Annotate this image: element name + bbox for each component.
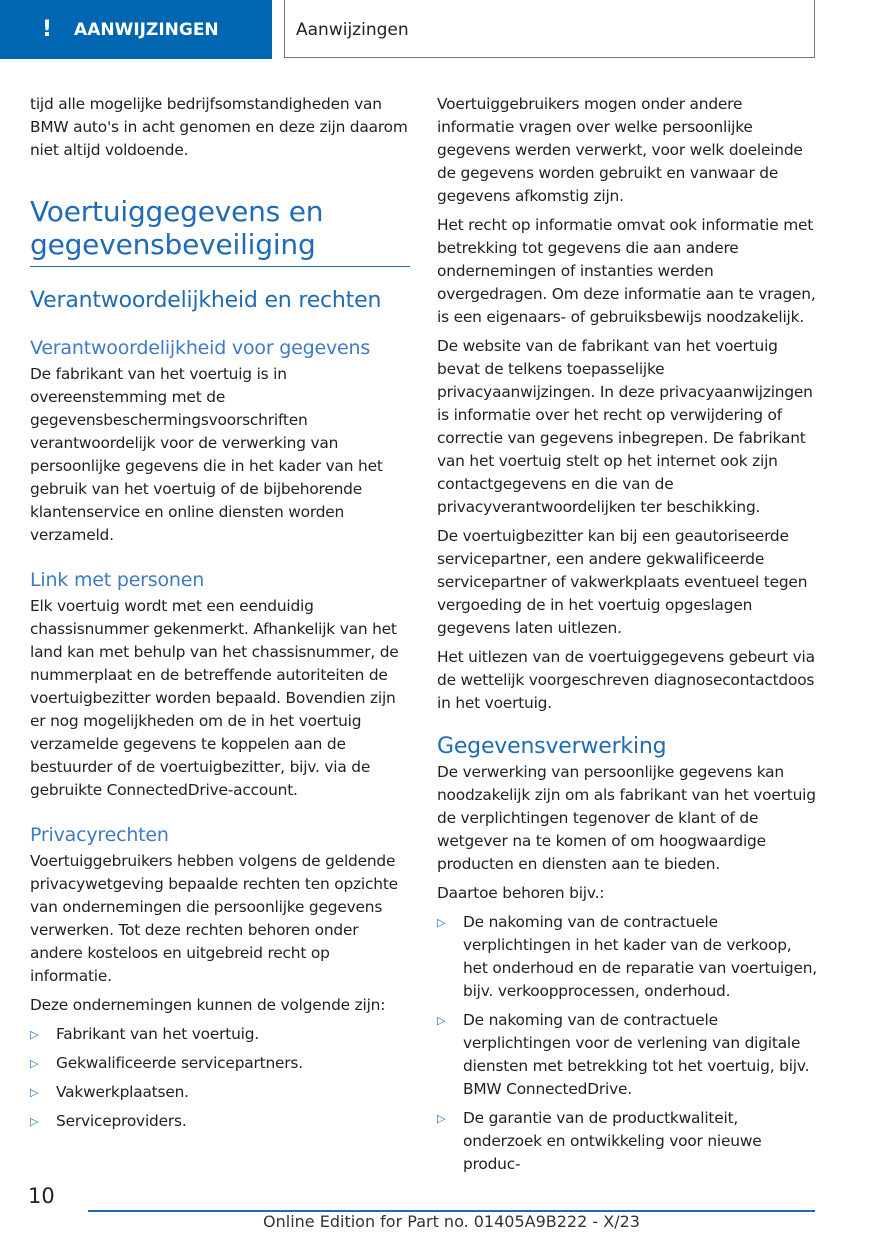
triangle-bullet-icon: ▷ xyxy=(437,916,446,929)
paragraph: De verwerking van persoonlijke gegevens kan noodzakelijk zijn om als fabrikant van het voertuig de verplichtingen tegenover de klant of de wetgever na te komen of om hoogwaardige producten en diensten aan te bieden. xyxy=(437,763,816,873)
section-tab-label: AANWIJZINGEN xyxy=(74,19,219,40)
paragraph: De voertuigbezitter kan bij een geautoriseerde servicepartner, een andere gekwalificeerde servicepartner of vakwerkplaats eventueel tegen vergoeding de in het voertuig opgeslagen gegevens laten uitlezen. xyxy=(437,527,808,637)
list-item: ▷ Fabrikant van het voertuig. xyxy=(30,1023,410,1046)
paragraph: De fabrikant van het voertuig is in overeenstemming met de gegevensbeschermingsvoorschriften verantwoordelijk voor de verwerking van persoonlijke gegevens die in het kader van het gebruik van het voertuig of de bijbehorende klantenservice en online diensten worden verzameld. xyxy=(30,365,383,544)
main-heading: Voertuiggegevens en gegevensbeveiliging xyxy=(30,195,410,267)
section-heading: Verantwoordelijkheid voor gegevens xyxy=(30,337,371,359)
section-heading: Link met personen xyxy=(30,569,205,591)
right-column xyxy=(437,93,817,1182)
triangle-bullet-icon: ▷ xyxy=(30,1057,39,1070)
edition-footer: Online Edition for Part no. 01405A9B222 - X/23 xyxy=(263,1212,640,1231)
paragraph: Deze ondernemingen kunnen de volgende zijn: xyxy=(30,996,386,1014)
paragraph: De website van de fabrikant van het voertuig bevat de telkens toepasselijke privacyaanwijzingen. In deze privacyaanwijzingen is informatie over het recht op verwijdering of correctie van gegevens inbegrepen. De fabrikant van het voertuig stelt op het internet ook zijn contactgegevens en die van de privacyverantwoordelijken ter beschikking. xyxy=(437,337,813,516)
list-item: ▷ Serviceproviders. xyxy=(30,1110,410,1133)
paragraph: Het uitlezen van de voertuiggegevens gebeurt via de wettelijk voorgeschreven diagnosecontactdoos in het voertuig. xyxy=(437,648,815,712)
paragraph: Elk voertuig wordt met een eenduidig chassisnummer gekenmerkt. Afhankelijk van het land kan met behulp van het chassisnummer, de nummerplaat en de betreffende autoriteiten de voertuigbezitter worden bepaald. Bovendien zijn er nog mogelijkheden om de in het voertuig verzamelde gegevens te koppelen aan de bestuurder of de voertuigbezitter, bijv. via de gebruikte ConnectedDrive-account. xyxy=(30,597,399,799)
triangle-bullet-icon: ▷ xyxy=(437,1112,446,1125)
paragraph: Voertuiggebruikers hebben volgens de geldende privacywetgeving bepaalde rechten ten opzichte van ondernemingen die persoonlijke gegevens verwerken. Tot deze rechten behoren onder andere kosteloos en uitgebreid recht op informatie. xyxy=(30,852,398,985)
list-item: ▷ De nakoming van de contractuele verplichtingen in het kader van de verkoop, het onderhoud en de reparatie van voertuigen, bijv. verkoopprocessen, onderhoud. xyxy=(437,913,817,1000)
page-number: 10 xyxy=(28,1184,55,1208)
bullet-list xyxy=(437,911,817,1176)
section-heading: Privacyrechten xyxy=(30,824,169,846)
subheading: Verantwoordelijkheid en rechten xyxy=(30,288,382,313)
bullet-list xyxy=(30,1023,410,1133)
intro-paragraph: tijd alle mogelijke bedrijfsomstandigheden van BMW auto's in acht genomen en deze zijn daarom niet altijd voldoende. xyxy=(30,95,408,159)
section-tab xyxy=(0,0,272,59)
list-item: ▷ De nakoming van de contractuele verplichtingen voor de verlening van digitale diensten met betrekking tot het voertuig, bijv. BMW ConnectedDrive. xyxy=(437,1011,810,1098)
paragraph: Het recht op informatie omvat ook informatie met betrekking tot gegevens die aan andere ondernemingen of instanties werden overgedragen. Om deze informatie aan te vragen, is een eigenaars- of gebruiksbewijs noodzakelijk. xyxy=(437,216,816,326)
chapter-title: Aanwijzingen xyxy=(284,0,815,58)
left-column xyxy=(30,93,410,1139)
triangle-bullet-icon: ▷ xyxy=(437,1014,446,1027)
list-item: ▷ Gekwalificeerde servicepartners. xyxy=(30,1052,410,1075)
paragraph: Daartoe behoren bijv.: xyxy=(437,884,605,902)
triangle-bullet-icon: ▷ xyxy=(30,1028,39,1041)
list-item: ▷ De garantie van de productkwaliteit, onderzoek en ontwikkeling voor nieuwe produc- xyxy=(437,1109,762,1173)
list-item: ▷ Vakwerkplaatsen. xyxy=(30,1081,410,1104)
paragraph: Voertuiggebruikers mogen onder andere informatie vragen over welke persoonlijke gegevens werden verwerkt, voor welk doeleinde de gegevens worden gebruikt en vanwaar de gegevens afkomstig zijn. xyxy=(437,95,803,205)
triangle-bullet-icon: ▷ xyxy=(30,1086,39,1099)
warning-icon: ! xyxy=(42,17,53,42)
triangle-bullet-icon: ▷ xyxy=(30,1115,39,1128)
subheading: Gegevensverwerking xyxy=(437,734,667,759)
